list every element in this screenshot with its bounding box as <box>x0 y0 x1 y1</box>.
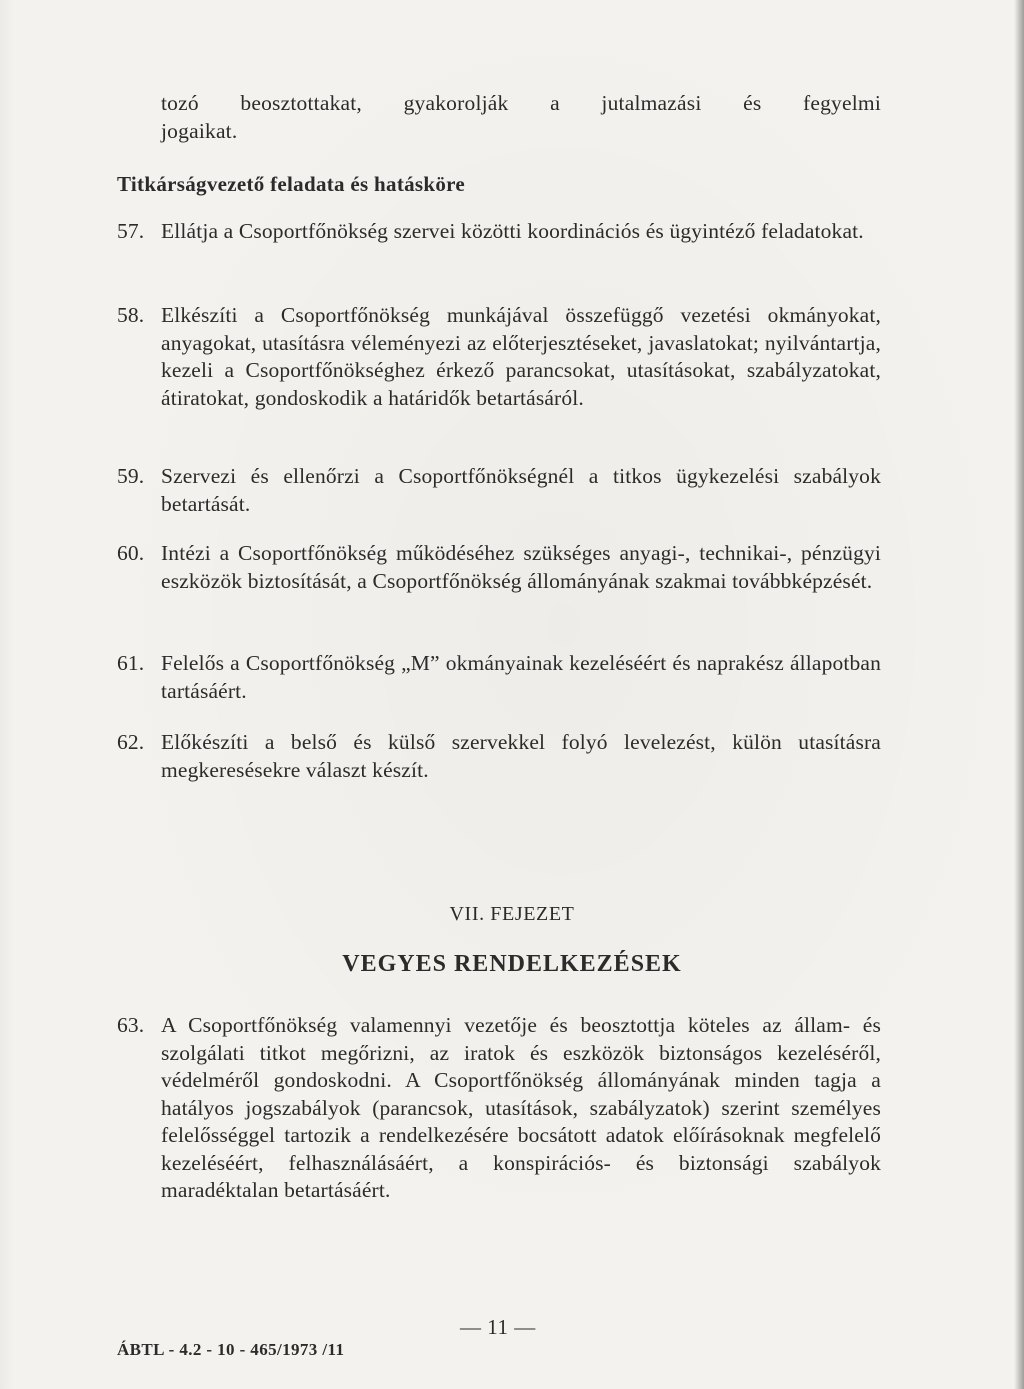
paragraph-57 <box>117 218 881 274</box>
intro-line-2: jogaikat. <box>161 118 238 143</box>
section-heading: Titkárságvezető feladata és hatásköre <box>117 172 466 196</box>
intro-line-1: tozó beosztottakat, gyakorolják a jutalmazási és fegyelmi <box>161 91 881 115</box>
paragraph-62 <box>117 729 881 785</box>
paragraph-number: 58. <box>117 303 145 327</box>
paragraph-number: 61. <box>117 651 145 675</box>
paragraph-number: 62. <box>117 730 145 754</box>
paragraph-59 <box>117 463 881 519</box>
paragraph-number: 57. <box>117 219 145 243</box>
paragraph-number: 63. <box>117 1013 145 1037</box>
paragraph-text: A Csoportfőnökség valamennyi vezetője és beosztottja köteles az állam- és szolgálati titkot megőrizni, az iratok és eszközök biztonságos kezeléséről, védelméről gondoskodni. A Csoportfőnökség állományának minden tagja a hatályos jogszabályok (parancsok, utasítások, szabályzatok) szerint személyes felelősséggel tartozik a rendelkezésére bocsátott adatok előírásoknak megfelelő kezeléséért, felhasználásáért, a konspirációs- és biztonsági szabályok maradéktalan betartásáért. <box>161 1013 881 1202</box>
paragraph-text: Szervezi és ellenőrzi a Csoportfőnökségnél a titkos ügykezelési szabályok betartását. <box>161 464 881 516</box>
paragraph-60 <box>117 540 881 624</box>
paragraph-text: Intézi a Csoportfőnökség működéséhez szükséges anyagi-, technikai-, pénzügyi eszközök biztosítását, a Csoportfőnökség állományának szakmai továbbképzését. <box>161 541 881 593</box>
chapter-label: VII. FEJEZET <box>449 903 575 925</box>
paragraph-number: 60. <box>117 541 145 565</box>
page-edge-shadow <box>1014 0 1024 1389</box>
archive-reference: ÁBTL - 4.2 - 10 - 465/1973 /11 <box>117 1340 345 1359</box>
paragraph-text: Előkészíti a belső és külső szervekkel folyó levelezést, külön utasításra megkeresésekre választ készít. <box>161 730 881 782</box>
paragraph-58 <box>117 302 881 442</box>
chapter-title: VEGYES RENDELKEZÉSEK <box>342 951 682 977</box>
paragraph-text: Ellátja a Csoportfőnökség szervei közötti koordinációs és ügyintéző feladatokat. <box>161 219 864 243</box>
paragraph-63 <box>117 1012 881 1262</box>
page-number: — 11 — <box>460 1315 536 1339</box>
paragraph-text: Elkészíti a Csoportfőnökség munkájával összefüggő vezetési okmányokat, anyagokat, utasításra véleményezi az előterjesztéseket, javaslatokat; nyilvántartja, kezeli a Csoportfőnökséghez érkező parancsokat, utasításokat, szabályzatokat, átiratokat, gondoskodik a határidők betartásáról. <box>161 303 881 410</box>
paragraph-text: Felelős a Csoportfőnökség „M” okmányainak kezeléséért és naprakész állapotban tartásáért. <box>161 651 881 703</box>
paragraph-number: 59. <box>117 464 145 488</box>
intro-text <box>161 90 881 145</box>
paragraph-61 <box>117 650 881 706</box>
